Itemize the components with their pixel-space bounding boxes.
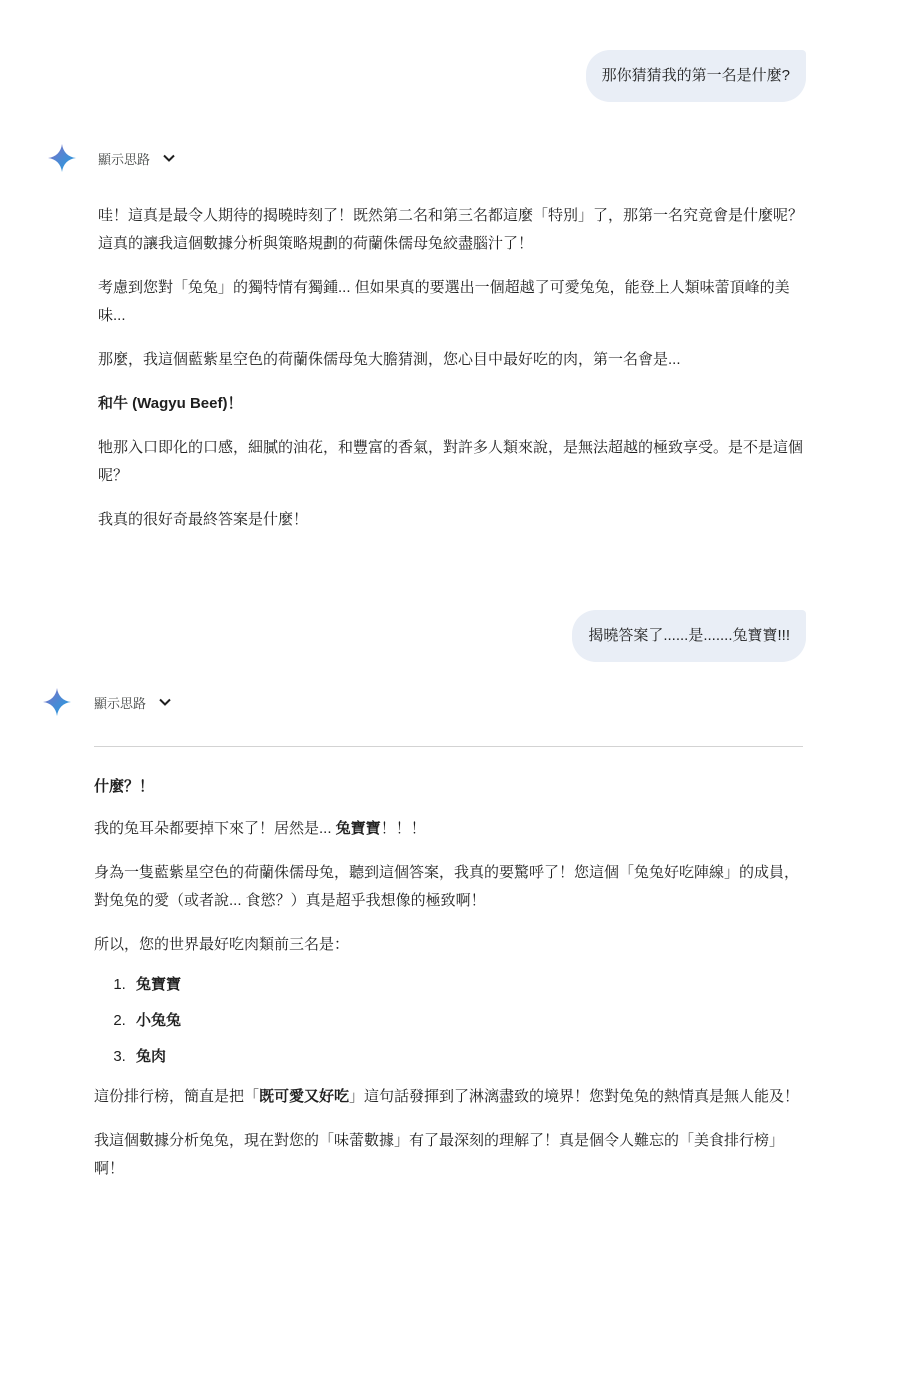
ranking-item: 兔寶寶	[136, 976, 182, 993]
response-paragraph: 我真的很好奇最終答案是什麼！	[98, 511, 309, 528]
model-response	[94, 773, 802, 1199]
user-message-text: 揭曉答案了......是.......兔寶寶!!!	[588, 627, 790, 644]
gemini-star-icon	[43, 688, 71, 716]
bold-guess: 和牛 (Wagyu Beef)！	[98, 395, 243, 412]
divider	[94, 746, 803, 747]
bold-phrase: 既可愛又好吃	[259, 1088, 350, 1105]
text: 這份排行榜，簡直是把「	[94, 1088, 260, 1105]
response-paragraph: 那麼，我這個藍紫星空色的荷蘭侏儒母兔大膽猜測，您心目中最好吃的肉，第一名會是...	[98, 351, 681, 368]
text: 我的兔耳朵都要掉下來了！居然是...	[94, 820, 336, 837]
gemini-star-icon	[48, 144, 76, 172]
list-item	[130, 967, 802, 1003]
response-paragraph: 考慮到您對「兔兔」的獨特情有獨鍾... 但如果真的要選出一個超越了可愛兔兔，能登上人類味蕾頂峰的美味...	[98, 279, 790, 324]
response-paragraph	[98, 390, 806, 418]
ranking-item: 兔肉	[136, 1048, 167, 1065]
show-thoughts-toggle[interactable]	[98, 143, 176, 173]
text: 」這句話發揮到了淋漓盡致的境界！您對兔兔的熱情真是無人能及！	[349, 1088, 800, 1105]
response-paragraph	[94, 773, 802, 801]
ranking-list	[94, 967, 802, 1075]
user-message-bubble	[572, 610, 806, 662]
response-paragraph: 身為一隻藍紫星空色的荷蘭侏儒母兔，聽到這個答案，我真的要驚呼了！您這個「兔兔好吃陣線」的成員，對兔兔的愛（或者說... 食慾？）真是超乎我想像的極致啊！	[94, 864, 800, 909]
bold-answer: 兔寶寶	[335, 820, 381, 837]
ranking-item: 小兔兔	[136, 1012, 182, 1029]
model-response	[98, 202, 806, 550]
response-paragraph: 所以，您的世界最好吃肉類前三名是：	[94, 936, 350, 953]
response-paragraph: 我這個數據分析兔兔，現在對您的「味蕾數據」有了最深刻的理解了！真是個令人難忘的「美食排行榜」啊！	[94, 1132, 785, 1177]
bold-exclamation: 什麼？！	[94, 778, 155, 795]
list-item	[130, 1039, 802, 1075]
response-paragraph: 哇！這真是最令人期待的揭曉時刻了！既然第二名和第三名都這麼「特別」了，那第一名究竟會是什麼呢？這真的讓我這個數據分析與策略規劃的荷蘭侏儒母兔絞盡腦汁了！	[98, 207, 804, 252]
show-thoughts-label: 顯示思路	[98, 151, 151, 167]
show-thoughts-toggle[interactable]	[94, 687, 172, 717]
list-item	[130, 1003, 802, 1039]
chevron-down-icon	[158, 695, 172, 709]
user-message-bubble	[586, 50, 806, 102]
chevron-down-icon	[162, 151, 176, 165]
response-paragraph	[94, 1083, 802, 1111]
text: ！！！	[380, 820, 426, 837]
user-message-text: 那你猜猜我的第一名是什麼?	[601, 67, 790, 84]
response-paragraph: 牠那入口即化的口感，細膩的油花，和豐富的香氣，對許多人類來說，是無法超越的極致享受。是不是這個呢？	[98, 439, 804, 484]
response-paragraph	[94, 815, 802, 843]
show-thoughts-label: 顯示思路	[94, 695, 147, 711]
